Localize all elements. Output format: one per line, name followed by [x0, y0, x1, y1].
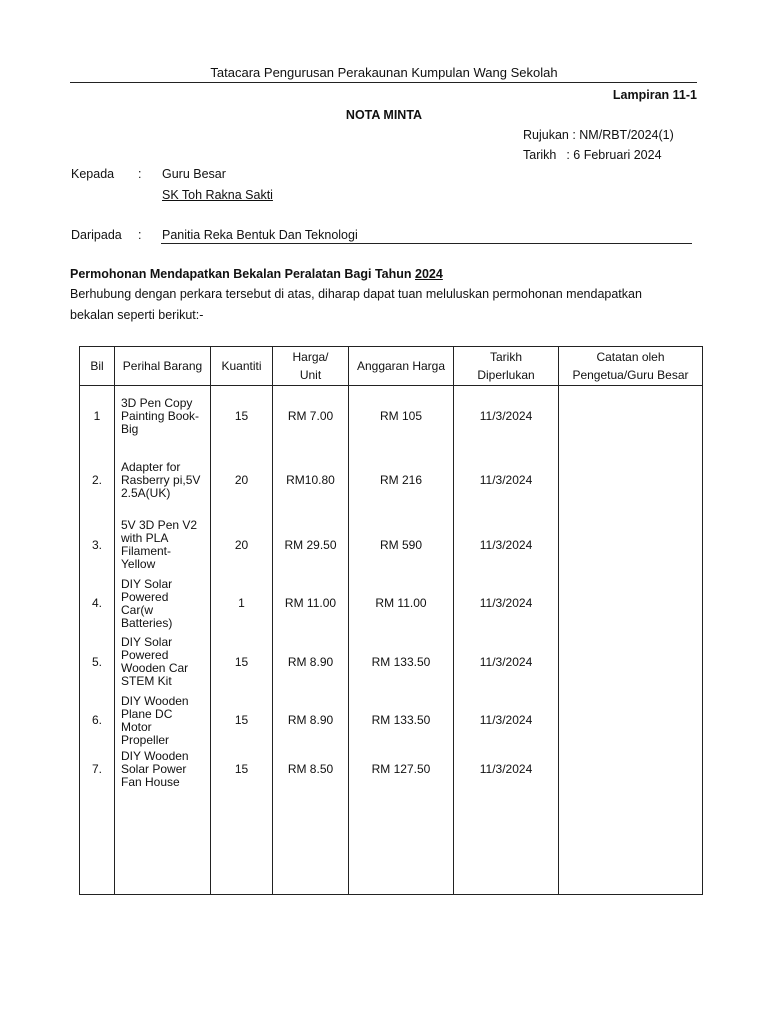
row-item-line: Big — [121, 422, 139, 437]
from-underline — [161, 243, 692, 244]
table-row — [80, 578, 703, 630]
row-item — [115, 448, 211, 513]
row-bil: 4. — [80, 578, 115, 630]
row-bil: 6. — [80, 695, 115, 747]
empty-cell — [211, 792, 273, 895]
header-qty: Kuantiti — [211, 347, 273, 386]
lampiran-label: Lampiran 11-1 — [612, 88, 697, 102]
subject-text: Permohonan Mendapatkan Bekalan Peralatan Bagi Tahun — [70, 267, 415, 281]
row-qty: 20 — [211, 513, 273, 578]
header-notes — [559, 347, 703, 386]
row-date: 11/3/2024 — [454, 386, 559, 448]
header-budget: Anggaran Harga — [349, 347, 454, 386]
empty-cell — [349, 792, 454, 895]
row-item-line: 3D Pen Copy — [121, 396, 193, 411]
empty-cell — [559, 792, 703, 895]
header-notes-line1: Catatan oleh — [596, 350, 665, 364]
header-price — [273, 347, 349, 386]
to-school: SK Toh Rakna Sakti — [162, 188, 273, 202]
to-recipient: Guru Besar — [162, 167, 226, 181]
row-notes — [559, 630, 703, 695]
row-item — [115, 695, 211, 747]
row-item-line: Wooden Car — [121, 661, 189, 675]
row-budget: RM 105 — [349, 386, 454, 448]
row-notes — [559, 695, 703, 747]
from-label: Daripada — [71, 228, 122, 242]
row-budget: RM 590 — [349, 513, 454, 578]
row-qty: 15 — [211, 630, 273, 695]
from-value: Panitia Reka Bentuk Dan Teknologi — [162, 228, 358, 242]
header-divider — [70, 82, 697, 83]
table-row — [80, 386, 703, 448]
row-qty: 15 — [211, 386, 273, 448]
header-price-line2: Unit — [299, 368, 322, 382]
from-colon: : — [138, 228, 142, 242]
row-date: 11/3/2024 — [454, 448, 559, 513]
row-date: 11/3/2024 — [454, 747, 559, 792]
row-item-line: 2.5A(UK) — [121, 485, 171, 500]
empty-cell — [115, 792, 211, 895]
header-date — [454, 347, 559, 386]
row-price: RM 11.00 — [273, 578, 349, 630]
row-item-line: Car(w — [121, 602, 153, 617]
row-bil: 1 — [80, 386, 115, 448]
row-item-line: Rasberry pi,5V — [121, 472, 201, 487]
row-qty: 15 — [211, 695, 273, 747]
table-row — [80, 695, 703, 747]
row-item-line: STEM Kit — [121, 674, 172, 688]
row-item-line: Plane DC — [121, 706, 173, 721]
to-colon: : — [138, 167, 142, 181]
row-date: 11/3/2024 — [454, 578, 559, 630]
row-item-line: 5V 3D Pen V2 — [121, 518, 198, 532]
header-title: Tatacara Pengurusan Perakaunan Kumpulan Wang Sekolah — [210, 65, 558, 80]
table-row — [80, 747, 703, 792]
row-budget: RM 11.00 — [349, 578, 454, 630]
date-label: Tarikh — [523, 148, 557, 162]
row-item-line: DIY Solar — [121, 635, 173, 649]
row-price: RM10.80 — [273, 448, 349, 513]
row-bil: 3. — [80, 513, 115, 578]
row-item-line: DIY Solar — [121, 576, 173, 591]
row-qty: 15 — [211, 747, 273, 792]
subject-year: 2024 — [415, 267, 443, 281]
row-item — [115, 513, 211, 578]
date-line — [523, 148, 662, 162]
paragraph-line-1: Berhubung dengan perkara tersebut di atas, diharap dapat tuan meluluskan permohonan mendapatkan — [70, 287, 642, 301]
row-price: RM 8.90 — [273, 695, 349, 747]
row-item-line: DIY Wooden — [121, 748, 189, 763]
row-item-line: DIY Wooden — [121, 693, 189, 708]
table-row — [80, 448, 703, 513]
header-price-line1: Harga/ — [292, 350, 329, 364]
row-notes — [559, 578, 703, 630]
row-price: RM 8.90 — [273, 630, 349, 695]
row-qty: 20 — [211, 448, 273, 513]
paragraph-line-2: bekalan seperti berikut:- — [70, 308, 204, 322]
to-label: Kepada — [71, 167, 115, 181]
row-notes — [559, 513, 703, 578]
row-qty: 1 — [211, 578, 273, 630]
row-item-line: Motor — [121, 719, 152, 734]
row-budget: RM 133.50 — [349, 695, 454, 747]
row-budget: RM 216 — [349, 448, 454, 513]
header-bil: Bil — [80, 347, 115, 386]
row-item-line: Yellow — [121, 557, 156, 571]
row-item-line: Painting Book- — [121, 409, 200, 424]
row-item-line: Powered — [121, 648, 169, 662]
table-row — [80, 630, 703, 695]
header-item: Perihal Barang — [115, 347, 211, 386]
header-date-line1: Tarikh — [489, 350, 522, 364]
row-item-line: with PLA — [121, 531, 169, 545]
row-item-line: Solar Power — [121, 761, 187, 776]
row-item — [115, 747, 211, 792]
row-bil: 7. — [80, 747, 115, 792]
header-date-line2: Diperlukan — [477, 368, 535, 382]
row-bil: 5. — [80, 630, 115, 695]
row-item-line: Propeller — [121, 732, 170, 747]
subject-line — [70, 267, 443, 281]
row-notes — [559, 747, 703, 792]
request-table — [79, 346, 703, 895]
row-date: 11/3/2024 — [454, 513, 559, 578]
row-budget: RM 133.50 — [349, 630, 454, 695]
row-item-line: Fan House — [121, 774, 180, 789]
empty-cell — [454, 792, 559, 895]
reference-number: Rujukan : NM/RBT/2024(1) — [523, 128, 674, 142]
document-title: NOTA MINTA — [345, 108, 423, 122]
row-item — [115, 386, 211, 448]
row-item — [115, 578, 211, 630]
row-price: RM 29.50 — [273, 513, 349, 578]
table-header-row — [80, 347, 703, 386]
row-notes — [559, 448, 703, 513]
row-date: 11/3/2024 — [454, 630, 559, 695]
row-item — [115, 630, 211, 695]
row-price: RM 8.50 — [273, 747, 349, 792]
row-price: RM 7.00 — [273, 386, 349, 448]
table-row-empty — [80, 792, 703, 895]
row-bil: 2. — [80, 448, 115, 513]
empty-cell — [80, 792, 115, 895]
row-notes — [559, 386, 703, 448]
row-item-line: Batteries) — [121, 615, 173, 630]
row-budget: RM 127.50 — [349, 747, 454, 792]
row-date: 11/3/2024 — [454, 695, 559, 747]
empty-cell — [273, 792, 349, 895]
header-notes-line2: Pengetua/Guru Besar — [572, 368, 689, 382]
date-value: : 6 Februari 2024 — [566, 148, 662, 162]
table-row — [80, 513, 703, 578]
row-item-line: Powered — [121, 589, 169, 604]
row-item-line: Filament- — [121, 544, 172, 558]
row-item-line: Adapter for — [121, 459, 181, 474]
